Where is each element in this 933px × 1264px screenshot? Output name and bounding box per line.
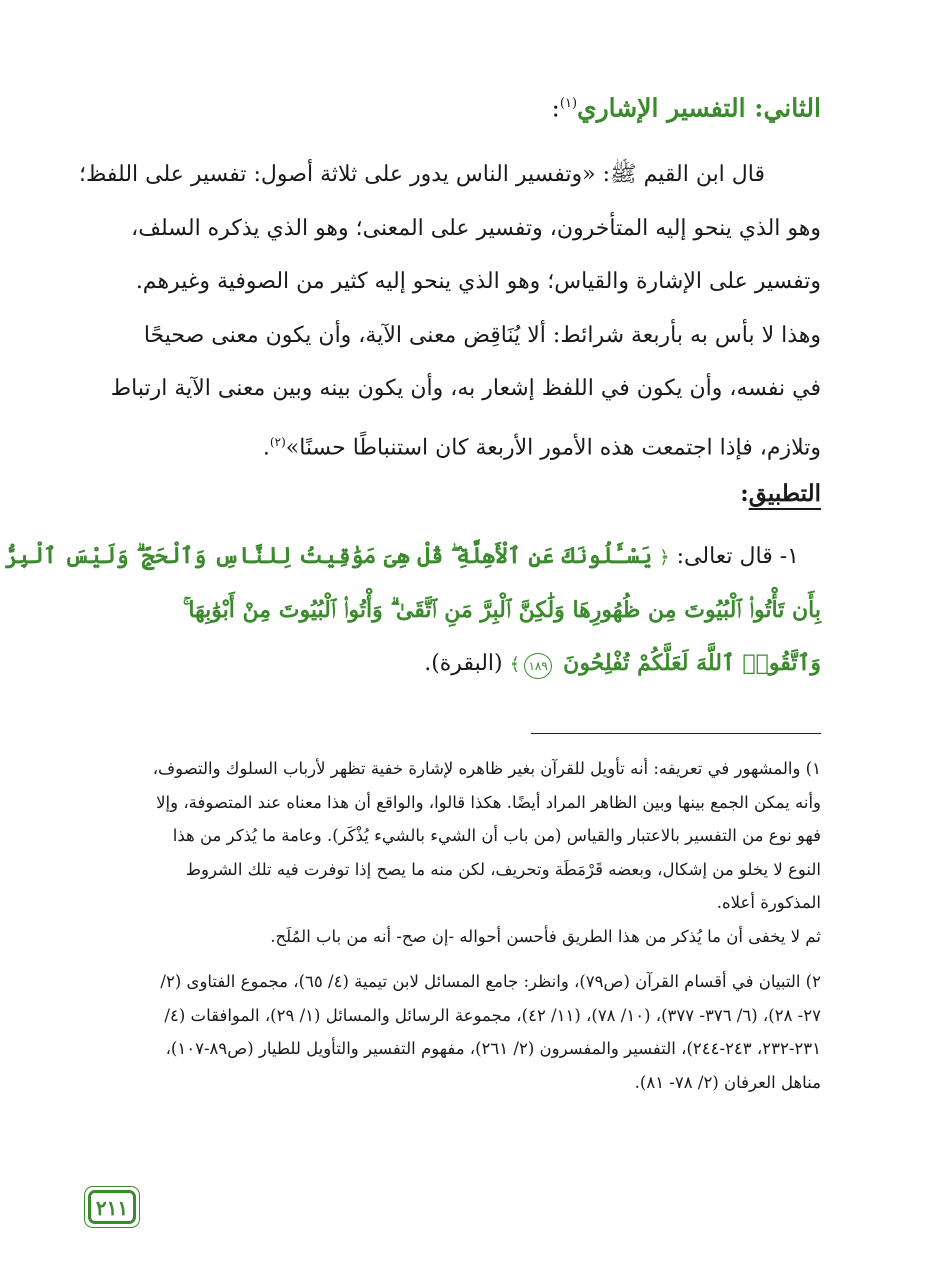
footnote-1-line: ثم لا يخفى أن ما يُذكر من هذا الطريق فأحسن أحواله -إن صح- أنه من باب المُلَح. [270,926,821,946]
book-page [4,0,821,1264]
section-heading-title: الثاني: التفسير الإشاري [577,93,821,123]
footnote-2-line: ٢٧- ٢٨)، (٦/ ٣٧٦- ٣٧٧)، (١٠/ ٧٨)، (١١/ ٤٢)، مجموعة الرسائل والمسائل (١/ ٢٩)، الموافقات (٤/ [164,1005,821,1025]
body-line: وتفسير على الإشارة والقياس؛ وهو الذي ينحو إليه كثير من الصوفية وغيرهم. [135,269,821,294]
verse-open-bracket: ﴿ [659,547,670,568]
verse-text: وَٱتَّقُوا۟ ٱللَّهَ لَعَلَّكُمْ تُفْلِحُونَ [563,650,821,676]
body-line: وتلازم، فإذا اجتمعت هذه الأمور الأربعة كان استنباطًا حسنًا» [285,434,821,460]
footnote-2-line: ٢) التبيان في أقسام القرآن (ص٧٩)، وانظر: جامع المسائل لابن تيمية (٤/ ٦٥)، مجموع الفتاوى (٢/ [160,972,821,991]
body-line: وهذا لا بأس به بأربعة شرائط: ألا يُنَاقِض معنى الآية، وأن يكون معنى صحيحًا [143,322,821,348]
footnote-ref-1[interactable]: (١) [559,96,578,111]
verse-line-3 [80,637,821,691]
verse-intro: ١- قال تعالى: [669,544,799,569]
ayah-number-icon: ١٨٩ [524,653,552,679]
body-last-line [80,416,821,475]
verse-line-1 [4,530,821,584]
application-heading [740,474,821,514]
footnote-1-line: وأنه يمكن الجمع بينها وبين الظاهر المراد أيضًا. هكذا قالوا، والواقع أن هذا معناه عند المتصوفة، وإلا [156,792,821,812]
footnote-2-line: مناهل العرفان (٢/ ٧٨- ٨١). [634,1072,821,1092]
body-line-end: . [262,434,270,460]
verse-source: (البقرة). [424,651,510,676]
footnote-2-line: ٢٣١-٢٣٢، ٢٤٣-٢٤٤)، التفسير والمفسرون (٢/ ٢٦١)، مفهوم التفسير والتأويل للطيار (ص٨٩-١٠٧)، [165,1039,821,1058]
application-colon: : [740,480,749,507]
footnote-1-line: النوع لا يخلو من إشكال، وبعضه قَرْمَطَة وتحريف، لكن منه ما يصح إذا توفرت فيه تلك الشروط [185,859,821,879]
section-heading [80,82,821,130]
footnote-ref-2[interactable]: (٢) [269,434,286,449]
quote-paragraph [80,148,821,474]
footnote-gap [80,953,821,965]
verse-line-2 [80,584,821,637]
footnote-1-line: فهو نوع من التفسير بالاعتبار والقياس (من باب أن الشيء بالشيء يُذْكَر). وعامة ما يُذكر من هذا [172,826,821,845]
body-line: وهو الذي ينحو إليه المتأخرون، وتفسير على المعنى؛ وهو الذي يذكره السلف، [131,215,821,241]
verse-close-bracket: ﴾ [509,654,521,675]
footnote-divider [531,733,821,734]
footnote-1-line: المذكورة أعلاه. [716,893,821,912]
section-heading-colon: : [551,93,560,123]
body-line: في نفسه، وأن يكون في اللفظ إشعار به، وأن يكون بينه وبين معنى الآية ارتباط [110,376,821,401]
footnote-1-line: ١) والمشهور في تعريفه: أنه تأويل للقرآن بغير ظاهره لإشارة خفية تظهر لأرباب السلوك والتصوف، [152,759,821,778]
page-number: ٢١١ [88,1190,136,1224]
verse-text: بِأَن تَأْتُوا۟ ٱلْبُيُوتَ مِن ظُهُورِهَا وَلَٰكِنَّ ٱلْبِرَّ مَنِ ٱتَّقَىٰ ۗ وَأْتُوا۟ ٱلْبُيُوتَ مِنْ أَبْوَٰبِهَا ۚ [182,597,821,623]
verse-text: يَسْـَٔلُونَكَ عَنِ ٱلْأَهِلَّةِ ۖ قُلْ هِىَ مَوَٰقِيتُ لِلنَّاسِ وَٱلْحَجِّ ۗ وَلَيْسَ ٱلْبِرُّ [4,543,653,569]
footnotes [80,752,821,1099]
body-line: قال ابن القيم ﷺ: «وتفسير الناس يدور على ثلاثة أصول: تفسير على اللفظ؛ [79,162,765,187]
quran-verse-block [4,530,821,691]
application-label: التطبيق [748,480,821,507]
